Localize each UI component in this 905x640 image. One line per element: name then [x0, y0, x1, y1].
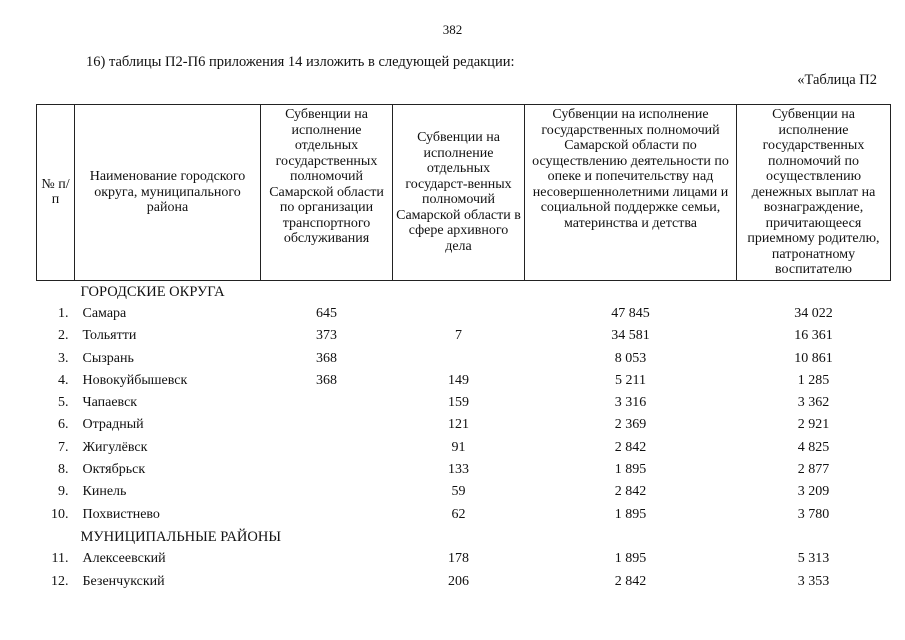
cell-transport [261, 459, 393, 481]
header-archive: Субвенции на исполнение отдельных государст-венных полномочий Самарской области в сфере архивного дела [393, 105, 525, 281]
row-index: 4. [58, 372, 69, 388]
row-name: Октябрьск [82, 462, 146, 478]
cell-archive: 133 [448, 462, 469, 478]
row-index: 11. [51, 551, 69, 567]
cell-foster: 2 921 [797, 417, 830, 433]
cell-foster: 3 362 [797, 395, 830, 411]
cell-transport [261, 414, 393, 436]
cell-transport: 373 [316, 328, 337, 344]
cell-archive: 121 [448, 417, 469, 433]
table-body [37, 280, 891, 593]
header-transport: Субвенции на исполнение отдельных государственных полномочий Самарской области по организации транспортного обслуживания [261, 105, 393, 281]
table-row [37, 459, 891, 481]
row-index: 9. [58, 484, 69, 500]
row-name: Тольятти [82, 328, 137, 344]
row-index: 3. [58, 350, 69, 366]
cell-foster: 34 022 [794, 305, 833, 321]
row-index: 1. [58, 305, 69, 321]
cell-transport [261, 503, 393, 525]
cell-guardianship: 47 845 [611, 305, 650, 321]
cell-archive: 206 [448, 573, 469, 589]
table-row [37, 347, 891, 369]
cell-foster: 3 209 [797, 484, 830, 500]
cell-guardianship: 5 211 [615, 372, 646, 388]
cell-archive: 59 [451, 484, 466, 500]
cell-guardianship: 1 895 [614, 506, 647, 522]
row-name: Алексеевский [82, 551, 166, 567]
row-index: 6. [58, 417, 69, 433]
table-row [37, 570, 891, 592]
row-index: 12. [51, 573, 69, 589]
cell-transport [261, 570, 393, 592]
table-caption: «Таблица П2 [797, 72, 877, 88]
section-row [37, 280, 891, 303]
table-row [37, 370, 891, 392]
cell-foster: 4 825 [797, 439, 830, 455]
cell-transport: 368 [316, 372, 337, 388]
cell-foster: 1 285 [797, 372, 830, 388]
intro-text: 16) таблицы П2-П6 приложения 14 изложить в следующей редакции: [86, 54, 515, 70]
cell-guardianship: 1 895 [614, 462, 647, 478]
header-foster: Субвенции на исполнение государственных полномочий по осуществлению денежных выплат на вознаграждение, причитающееся приемному родителю, патронатному воспитателю [737, 105, 891, 281]
cell-archive: 178 [448, 551, 469, 567]
cell-foster: 5 313 [797, 551, 830, 567]
cell-foster: 10 861 [794, 350, 833, 366]
cell-guardianship: 34 581 [611, 328, 650, 344]
table-row [37, 414, 891, 436]
table-row [37, 325, 891, 347]
row-index: 8. [58, 462, 69, 478]
cell-transport [261, 481, 393, 503]
section-title: ГОРОДСКИЕ ОКРУГА [80, 283, 225, 300]
row-name: Самара [82, 305, 127, 321]
cell-transport [261, 392, 393, 414]
cell-guardianship: 3 316 [614, 395, 647, 411]
header-name: Наименование городского округа, муниципального района [75, 105, 261, 281]
header-number: № п/п [37, 105, 75, 281]
cell-archive: 91 [451, 439, 466, 455]
cell-archive: 159 [448, 395, 469, 411]
row-name: Новокуйбышевск [82, 372, 188, 388]
cell-transport [261, 548, 393, 570]
row-index: 5. [58, 395, 69, 411]
cell-archive [393, 303, 525, 325]
cell-foster: 3 780 [797, 506, 830, 522]
row-index: 10. [51, 506, 69, 522]
table-row [37, 437, 891, 459]
cell-transport [261, 437, 393, 459]
table-row [37, 481, 891, 503]
cell-guardianship: 2 842 [614, 484, 647, 500]
table-header-row [37, 105, 891, 281]
cell-archive [393, 347, 525, 369]
cell-archive: 7 [455, 328, 462, 344]
page-number: 382 [442, 22, 463, 37]
row-index: 7. [58, 439, 69, 455]
row-name: Кинель [82, 484, 127, 500]
cell-archive: 62 [451, 506, 466, 522]
header-guardianship: Субвенции на исполнение государственных полномочий Самарской области по осуществлению деятельности по опеке и попечительству над несовершеннолетними лицами и социальной поддержке семьи, материнства и детства [525, 105, 737, 281]
row-name: Отрадный [82, 417, 144, 433]
row-name: Безенчукский [82, 573, 165, 589]
cell-foster: 16 361 [794, 328, 833, 344]
cell-transport: 645 [316, 305, 337, 321]
cell-guardianship: 2 842 [614, 439, 647, 455]
cell-guardianship: 1 895 [614, 551, 647, 567]
row-name: Похвистнево [82, 506, 160, 522]
cell-archive: 149 [448, 372, 469, 388]
cell-guardianship: 2 842 [614, 573, 647, 589]
table-row [37, 503, 891, 525]
section-row [37, 526, 891, 548]
row-index: 2. [58, 328, 69, 344]
row-name: Жигулёвск [82, 439, 148, 455]
subvention-table [36, 104, 891, 593]
section-title: МУНИЦИПАЛЬНЫЕ РАЙОНЫ [80, 528, 281, 545]
cell-guardianship: 8 053 [614, 350, 647, 366]
table-row [37, 303, 891, 325]
cell-transport: 368 [316, 350, 337, 366]
cell-foster: 3 353 [797, 573, 830, 589]
row-name: Чапаевск [82, 395, 138, 411]
cell-foster: 2 877 [797, 462, 830, 478]
table-row [37, 392, 891, 414]
cell-guardianship: 2 369 [614, 417, 647, 433]
table-row [37, 548, 891, 570]
row-name: Сызрань [82, 350, 134, 366]
